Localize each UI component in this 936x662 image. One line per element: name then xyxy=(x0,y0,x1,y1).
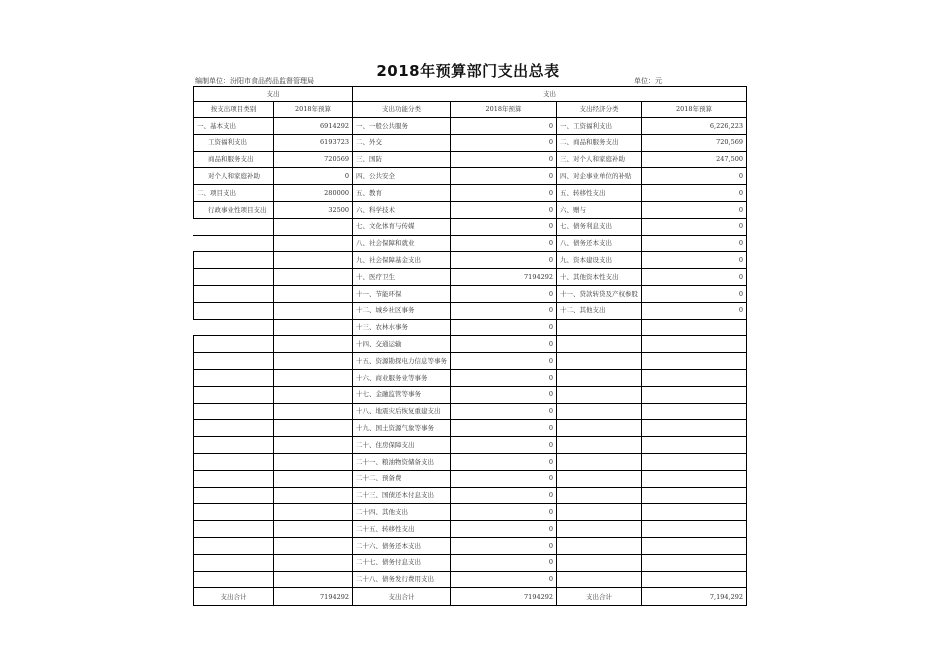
category-amount-cell xyxy=(274,571,353,588)
economic-cell xyxy=(557,437,642,454)
function-cell: 二十三、国债还本付息支出 xyxy=(353,487,451,504)
function-cell: 十、医疗卫生 xyxy=(353,269,451,286)
table-row xyxy=(194,235,747,252)
economic-cell: 七、债务利息支出 xyxy=(557,218,642,235)
category-amount-cell: 0 xyxy=(274,168,353,185)
economic-cell xyxy=(557,537,642,554)
economic-amount-cell xyxy=(642,504,747,521)
category-cell xyxy=(194,386,274,403)
function-cell: 三、国防 xyxy=(353,151,451,168)
economic-cell xyxy=(557,554,642,571)
category-cell xyxy=(194,487,274,504)
function-cell: 二十二、预备费 xyxy=(353,470,451,487)
function-cell: 六、科学技术 xyxy=(353,201,451,218)
function-cell: 十二、城乡社区事务 xyxy=(353,302,451,319)
economic-cell xyxy=(557,571,642,588)
category-amount-cell xyxy=(274,252,353,269)
economic-amount-cell xyxy=(642,571,747,588)
category-cell xyxy=(194,470,274,487)
economic-amount-cell xyxy=(642,521,747,538)
economic-amount-cell xyxy=(642,369,747,386)
category-cell xyxy=(194,319,274,336)
function-cell: 十三、农林水事务 xyxy=(353,319,451,336)
economic-amount-cell xyxy=(642,537,747,554)
category-cell: 一、基本支出 xyxy=(194,118,274,135)
economic-amount-cell: 247,500 xyxy=(642,151,747,168)
total-amount-function: 7194292 xyxy=(451,588,557,606)
function-cell: 二十七、债务付息支出 xyxy=(353,554,451,571)
category-amount-cell xyxy=(274,554,353,571)
category-amount-cell xyxy=(274,336,353,353)
function-amount-cell: 0 xyxy=(451,336,557,353)
economic-cell: 十二、其他支出 xyxy=(557,302,642,319)
function-amount-cell: 0 xyxy=(451,319,557,336)
economic-amount-cell xyxy=(642,353,747,370)
economic-amount-cell: 0 xyxy=(642,302,747,319)
function-amount-cell: 0 xyxy=(451,252,557,269)
economic-cell xyxy=(557,470,642,487)
category-amount-cell xyxy=(274,285,353,302)
function-cell: 二、外交 xyxy=(353,134,451,151)
category-amount-cell: 720569 xyxy=(274,151,353,168)
economic-amount-cell: 0 xyxy=(642,168,747,185)
category-cell xyxy=(194,336,274,353)
economic-cell xyxy=(557,319,642,336)
category-amount-cell xyxy=(274,353,353,370)
economic-cell: 五、转移性支出 xyxy=(557,185,642,202)
economic-amount-cell: 0 xyxy=(642,269,747,286)
function-cell: 一、一般公共服务 xyxy=(353,118,451,135)
table-row xyxy=(194,168,747,185)
category-cell: 商品和服务支出 xyxy=(194,151,274,168)
category-amount-cell xyxy=(274,235,353,252)
total-amount-category: 7194292 xyxy=(274,588,353,606)
economic-amount-cell: 6,226,223 xyxy=(642,118,747,135)
table-row xyxy=(194,118,747,135)
group-header-right: 支出 xyxy=(353,87,747,102)
category-cell: 对个人和家庭补助 xyxy=(194,168,274,185)
function-cell: 十九、国土资源气象等事务 xyxy=(353,420,451,437)
function-cell: 十一、节能环保 xyxy=(353,285,451,302)
col-header-economic-budget: 2018年预算 xyxy=(642,102,747,118)
category-cell xyxy=(194,252,274,269)
table-row xyxy=(194,319,747,336)
function-cell: 五、教育 xyxy=(353,185,451,202)
function-amount-cell: 0 xyxy=(451,554,557,571)
function-amount-cell: 0 xyxy=(451,235,557,252)
table-row xyxy=(194,369,747,386)
table-row xyxy=(194,185,747,202)
function-amount-cell: 0 xyxy=(451,185,557,202)
table-row xyxy=(194,403,747,420)
unit-label: 单位：元 xyxy=(634,77,662,85)
economic-amount-cell xyxy=(642,420,747,437)
economic-amount-cell: 0 xyxy=(642,235,747,252)
economic-cell: 十、其他资本性支出 xyxy=(557,269,642,286)
function-cell: 十四、交通运输 xyxy=(353,336,451,353)
expenditure-table xyxy=(193,86,747,606)
economic-amount-cell: 0 xyxy=(642,201,747,218)
category-cell: 工资福利支出 xyxy=(194,134,274,151)
category-amount-cell xyxy=(274,319,353,336)
function-amount-cell: 0 xyxy=(451,453,557,470)
category-amount-cell: 32500 xyxy=(274,201,353,218)
function-amount-cell: 0 xyxy=(451,437,557,454)
function-cell: 二十六、债务还本支出 xyxy=(353,537,451,554)
function-amount-cell: 0 xyxy=(451,285,557,302)
category-cell xyxy=(194,453,274,470)
function-amount-cell: 0 xyxy=(451,386,557,403)
table-row xyxy=(194,201,747,218)
function-amount-cell: 0 xyxy=(451,118,557,135)
table-row xyxy=(194,453,747,470)
economic-cell xyxy=(557,386,642,403)
category-amount-cell xyxy=(274,521,353,538)
economic-amount-cell xyxy=(642,453,747,470)
function-cell: 四、公共安全 xyxy=(353,168,451,185)
function-amount-cell: 0 xyxy=(451,470,557,487)
category-cell xyxy=(194,521,274,538)
function-cell: 二十一、粮油物资储备支出 xyxy=(353,453,451,470)
function-cell: 二十四、其他支出 xyxy=(353,504,451,521)
function-amount-cell: 0 xyxy=(451,302,557,319)
table-row xyxy=(194,571,747,588)
function-amount-cell: 0 xyxy=(451,353,557,370)
economic-amount-cell xyxy=(642,437,747,454)
function-amount-cell: 0 xyxy=(451,403,557,420)
function-amount-cell: 0 xyxy=(451,487,557,504)
group-header-left: 支出 xyxy=(194,87,353,102)
economic-amount-cell xyxy=(642,470,747,487)
total-label-category: 支出合计 xyxy=(194,588,274,606)
category-amount-cell xyxy=(274,403,353,420)
table-row xyxy=(194,269,747,286)
table-row xyxy=(194,218,747,235)
economic-cell xyxy=(557,521,642,538)
category-amount-cell xyxy=(274,386,353,403)
total-label-function: 支出合计 xyxy=(353,588,451,606)
table-row xyxy=(194,285,747,302)
economic-cell xyxy=(557,336,642,353)
table-row xyxy=(194,437,747,454)
economic-amount-cell: 720,569 xyxy=(642,134,747,151)
category-amount-cell: 6914292 xyxy=(274,118,353,135)
economic-cell: 十一、贷款转贷及产权参股 xyxy=(557,285,642,302)
column-header-row xyxy=(194,102,747,118)
economic-cell: 六、赠与 xyxy=(557,201,642,218)
function-cell: 二十五、转移性支出 xyxy=(353,521,451,538)
category-cell xyxy=(194,353,274,370)
category-amount-cell: 6193723 xyxy=(274,134,353,151)
table-row xyxy=(194,470,747,487)
function-amount-cell: 0 xyxy=(451,504,557,521)
page-title: 2018年预算部门支出总表 xyxy=(376,62,560,80)
economic-amount-cell xyxy=(642,319,747,336)
economic-amount-cell: 0 xyxy=(642,218,747,235)
table-row xyxy=(194,302,747,319)
function-amount-cell: 0 xyxy=(451,420,557,437)
table-row xyxy=(194,420,747,437)
category-amount-cell xyxy=(274,537,353,554)
function-cell: 二十八、债务发行费用支出 xyxy=(353,571,451,588)
economic-cell xyxy=(557,369,642,386)
col-header-category: 按支出项目类别 xyxy=(194,102,274,118)
category-cell xyxy=(194,504,274,521)
table-row xyxy=(194,134,747,151)
group-header-row xyxy=(194,87,747,102)
category-amount-cell xyxy=(274,218,353,235)
category-cell xyxy=(194,235,274,252)
category-cell xyxy=(194,537,274,554)
category-cell: 行政事业性项目支出 xyxy=(194,201,274,218)
category-cell xyxy=(194,554,274,571)
economic-cell xyxy=(557,453,642,470)
economic-amount-cell: 0 xyxy=(642,185,747,202)
function-amount-cell: 7194292 xyxy=(451,269,557,286)
function-cell: 八、社会保障和就业 xyxy=(353,235,451,252)
economic-amount-cell: 0 xyxy=(642,252,747,269)
category-cell xyxy=(194,571,274,588)
function-cell: 二十、住房保障支出 xyxy=(353,437,451,454)
category-cell xyxy=(194,302,274,319)
total-amount-economic: 7,194,292 xyxy=(642,588,747,606)
category-cell xyxy=(194,420,274,437)
table-row xyxy=(194,151,747,168)
category-amount-cell xyxy=(274,269,353,286)
economic-amount-cell: 0 xyxy=(642,285,747,302)
category-amount-cell: 280000 xyxy=(274,185,353,202)
category-cell xyxy=(194,403,274,420)
economic-cell xyxy=(557,403,642,420)
org-label: 编制单位：汾阳市食品药品监督管理局 xyxy=(195,77,314,85)
total-row xyxy=(194,588,747,606)
col-header-function: 支出功能分类 xyxy=(353,102,451,118)
economic-cell xyxy=(557,420,642,437)
table-row xyxy=(194,521,747,538)
function-amount-cell: 0 xyxy=(451,369,557,386)
economic-amount-cell xyxy=(642,487,747,504)
economic-cell: 四、对企事业单位的补贴 xyxy=(557,168,642,185)
category-cell xyxy=(194,218,274,235)
table-row xyxy=(194,487,747,504)
col-header-category-budget: 2018年预算 xyxy=(274,102,353,118)
table-row xyxy=(194,252,747,269)
function-amount-cell: 0 xyxy=(451,168,557,185)
col-header-economic: 支出经济分类 xyxy=(557,102,642,118)
category-cell xyxy=(194,285,274,302)
function-amount-cell: 0 xyxy=(451,571,557,588)
table-row xyxy=(194,353,747,370)
function-amount-cell: 0 xyxy=(451,134,557,151)
function-amount-cell: 0 xyxy=(451,521,557,538)
total-label-economic: 支出合计 xyxy=(557,588,642,606)
function-cell: 十八、地震灾后恢复重建支出 xyxy=(353,403,451,420)
economic-cell: 二、商品和服务支出 xyxy=(557,134,642,151)
category-cell xyxy=(194,269,274,286)
table-row xyxy=(194,386,747,403)
economic-amount-cell xyxy=(642,403,747,420)
economic-cell xyxy=(557,504,642,521)
category-amount-cell xyxy=(274,420,353,437)
category-cell xyxy=(194,437,274,454)
function-amount-cell: 0 xyxy=(451,201,557,218)
category-amount-cell xyxy=(274,302,353,319)
economic-cell xyxy=(557,487,642,504)
function-cell: 七、文化体育与传媒 xyxy=(353,218,451,235)
category-amount-cell xyxy=(274,437,353,454)
category-amount-cell xyxy=(274,369,353,386)
category-amount-cell xyxy=(274,470,353,487)
table-row xyxy=(194,554,747,571)
economic-amount-cell xyxy=(642,386,747,403)
economic-amount-cell xyxy=(642,336,747,353)
economic-cell: 八、债务还本支出 xyxy=(557,235,642,252)
function-cell: 九、社会保障基金支出 xyxy=(353,252,451,269)
economic-cell: 三、对个人和家庭补助 xyxy=(557,151,642,168)
economic-cell xyxy=(557,353,642,370)
function-cell: 十七、金融监管等事务 xyxy=(353,386,451,403)
table-row xyxy=(194,504,747,521)
economic-amount-cell xyxy=(642,554,747,571)
category-cell xyxy=(194,369,274,386)
function-amount-cell: 0 xyxy=(451,218,557,235)
category-amount-cell xyxy=(274,504,353,521)
function-amount-cell: 0 xyxy=(451,537,557,554)
function-cell: 十五、资源勘探电力信息等事务 xyxy=(353,353,451,370)
function-cell: 十六、商业服务业等事务 xyxy=(353,369,451,386)
function-amount-cell: 0 xyxy=(451,151,557,168)
col-header-function-budget: 2018年预算 xyxy=(451,102,557,118)
economic-cell: 九、资本建设支出 xyxy=(557,252,642,269)
category-cell: 二、项目支出 xyxy=(194,185,274,202)
table-row xyxy=(194,336,747,353)
table-row xyxy=(194,537,747,554)
economic-cell: 一、工资福利支出 xyxy=(557,118,642,135)
category-amount-cell xyxy=(274,487,353,504)
category-amount-cell xyxy=(274,453,353,470)
